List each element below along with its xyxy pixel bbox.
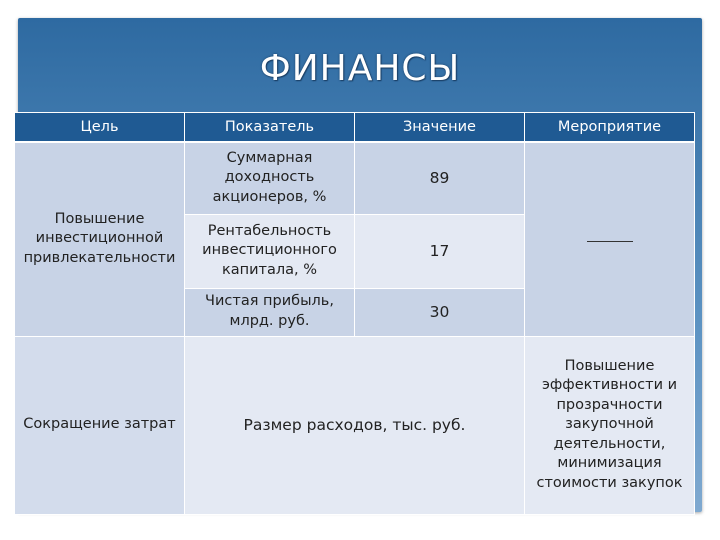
header-indicator: Показатель: [185, 113, 355, 143]
indicator-cell: Рентабельность инвестиционного капитала, %: [185, 214, 355, 288]
slide-title: ФИНАНСЫ: [259, 48, 461, 89]
value-cell: 89: [355, 142, 525, 214]
indicator-cell: Размер расходов, тыс. руб.: [185, 336, 525, 514]
indicator-cell: Чистая прибыль, млрд. руб.: [185, 288, 355, 336]
table-row: [15, 142, 695, 214]
table-row: [15, 336, 695, 514]
header-goal: Цель: [15, 113, 185, 143]
goal-cell: Сокращение затрат: [15, 336, 185, 514]
header-measure: Мероприятие: [525, 113, 695, 143]
measure-cell: [525, 142, 695, 336]
finance-table: [14, 112, 695, 515]
value-cell: 30: [355, 288, 525, 336]
indicator-cell: Суммарная доходность акционеров, %: [185, 142, 355, 214]
value-cell: 17: [355, 214, 525, 288]
dash-mark: [587, 241, 633, 242]
goal-cell: Повышение инвестиционной привлекательности: [15, 142, 185, 336]
measure-cell: Повышение эффективности и прозрачности закупочной деятельности, минимизация стоимости закупок: [525, 336, 695, 514]
header-value: Значение: [355, 113, 525, 143]
table-header-row: [15, 113, 695, 143]
